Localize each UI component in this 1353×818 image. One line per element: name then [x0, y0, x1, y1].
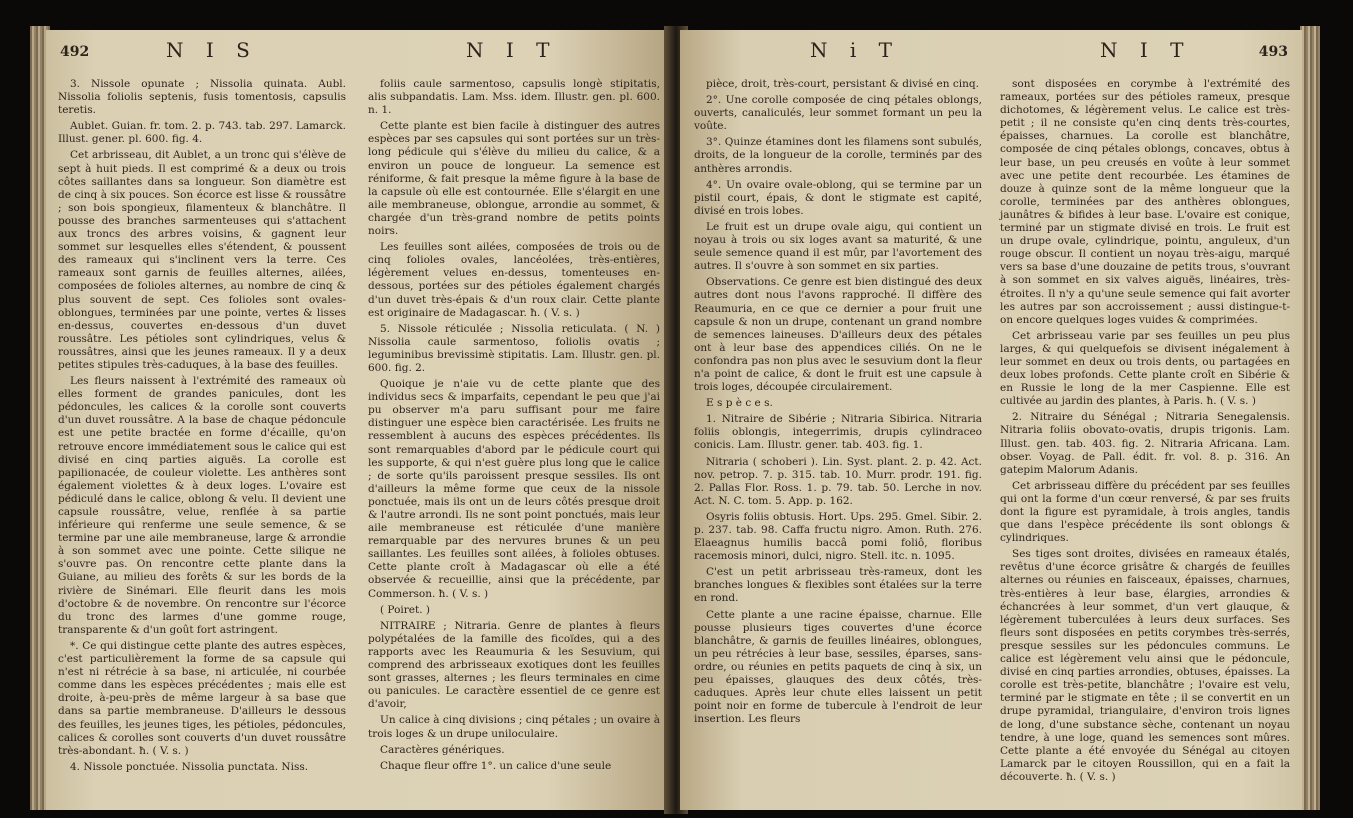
paragraph: 2°. Une corolle composée de cinq pétales oblongs, ouverts, canaliculés, leur sommet formant un peu la voûte.	[694, 94, 982, 133]
right-page-column-2	[1000, 78, 1290, 787]
running-head-left-a: N I S	[166, 38, 258, 62]
paragraph: Quoique je n'aie vu de cette plante que des individus secs & imparfaits, cependant le peu que j'ai pu observer m'a paru suffisant pour me faire distinguer une espèce bien caractérisée. Les fruits ne ressemblent à aucuns des espèces précédentes. Ils sont remarquables d'abord par le pédicule court qui les supporte, & qui n'est guère plus long que le calice ; de sorte qu'ils paroissent presque sessiles. Ils ont d'ailleurs la même forme que ceux de la nissole ponctuée, mais ils ont un de leurs côtés presque droit & l'autre arrondi. Ils ne sont point ponctués, mais leur aile membraneuse est réticulée d'une manière remarquable par des nervures brunes & un peu saillantes. Les feuilles sont ailées, à folioles obtuses. Cette plante croît à Madagascar où elle a été observée & recueillie, ainsi que la précédente, par Commerson. ħ. ( V. s. )	[368, 378, 660, 600]
paragraph: 1. Nitraire de Sibérie ; Nitraria Sibirica. Nitraria foliis oblongis, integerrimis, drupis cylindraceo conicis. Lam. Illustr. gener. tab. 403. fig. 1.	[694, 413, 982, 452]
paragraph: Cette plante est bien facile à distinguer des autres espèces par ses capsules qui sont portées sur un très-long pédicule qui s'élève du milieu du calice, & a environ un pouce de longueur. La semence est réniforme, & fait presque la même figure à la base de la capsule où elle est contournée. Elle s'élargit en une aile membraneuse, oblongue, arrondie au sommet, & chargée d'un très-grand nombre de petits points noirs.	[368, 120, 660, 238]
paragraph: Cet arbrisseau varie par ses feuilles un peu plus larges, & qui quelquefois se divisent inégalement à leur sommet en deux ou trois dents, ou partagées en deux lobes profonds. Cette plante croît en Sibérie & en Russie le long de la mer Caspienne. Elle est cultivée au jardin des plantes, à Paris. ħ. ( V. s. )	[1000, 329, 1290, 408]
paragraph: Caractères génériques.	[380, 743, 505, 756]
left-page-column-2	[368, 78, 660, 776]
paragraph: pièce, droit, très-court, persistant & divisé en cinq.	[706, 78, 979, 90]
running-head-left-b: N I T	[466, 38, 558, 62]
paragraph: *. Ce qui distingue cette plante des autres espèces, c'est particulièrement la forme de sa capsule qui n'est ni rétrécie à sa base, ni articulée, ni courbée comme dans les espèces précédentes ; mais elle est droite, à-peu-près de même largeur à sa base que dans sa partie membraneuse. D'ailleurs le dessous des feuilles, les jeunes tiges, les pétioles, pédoncules, calices & corolles sont couverts d'un duvet roussâtre très-abondant. ħ. ( V. s. )	[58, 639, 346, 757]
left-page	[46, 30, 672, 810]
paragraph: ( Poiret. )	[380, 603, 430, 616]
left-page-column-1	[58, 78, 346, 777]
paragraph: 2. Nitraire du Sénégal ; Nitraria Senegalensis. Nitraria foliis obovato-ovatis, drupis trigonis. Lam. Illust. gen. tab. 403. fig. 2. Nitraria Africana. Lam. obser. Voyag. de Pall. édit. fr. vol. 8. p. 316. An gatepim Malorum Adanis.	[1000, 411, 1290, 476]
paragraph: foliis caule sarmentoso, capsulis longè stipitatis, alis subpandatis. Lam. Mss. idem. Illustr. gen. pl. 600. n. 1.	[368, 78, 660, 117]
book-edge-right	[1300, 26, 1320, 810]
paragraph: Cet arbrisseau diffère du précédent par ses feuilles qui ont la forme d'un cœur renversé, & par ses fruits dont la figure est pyramidale, à trois angles, tandis que dans l'espèce précédente ils sont oblongs & cylindriques.	[1000, 479, 1290, 545]
paragraph: sont disposées en corymbe à l'extrémité des rameaux, portées sur des pétioles rameux, presque dichotomes, & légèrement velus. Le calice est très-petit ; il ne consiste qu'en cinq dents très-courtes, épaisses, charnues. La corolle est blanchâtre, composée de cinq pétales oblongs, concaves, obtus à leur base, un peu creusés en voûte à leur sommet avec une petite dent recourbée. Les étamines de douze à quinze sont de la même longueur que la corolle, terminées par des anthères oblongues, jaunâtres & bifides à leur base. L'ovaire est conique, terminé par un stigmate divisé en trois. Le fruit est un drupe ovale, cylindrique, pointu, anguleux, d'un rouge obscur. Il contient un noyau très-aigu, marqué vers sa base d'une douzaine de petits trous, s'ouvrant à son sommet en six valves aiguës, linéaires, très-étroites. Il n'y a qu'une seule semence qui fait avorter les autres par son accroissement ; aussi distingue-t-on encore quelques loges vuides & comprimées.	[1000, 78, 1290, 326]
paragraph: Les feuilles sont ailées, composées de trois ou de cinq folioles ovales, lancéolées, très-entières, légèrement velues en-dessus, tomenteuses en-dessous, portées sur des pétioles également chargés d'un duvet très-épais & d'un roux clair. Cette plante est originaire de Madagascar. ħ. ( V. s. )	[368, 241, 660, 319]
paragraph: Aublet. Guian. fr. tom. 2. p. 743. tab. 297. Lamarck. Illust. gener. pl. 600. fig. 4.	[58, 120, 346, 146]
paragraph: 4. Nissole ponctuée. Nissolia punctata. Niss.	[70, 760, 309, 773]
paragraph: 5. Nissole réticulée ; Nissolia reticulata. ( N. ) Nissolia caule sarmentoso, foliolis ovatis ; leguminibus brevissimè stipitatis. Lam. Illustr. gen. pl. 600. fig. 2.	[368, 322, 660, 374]
right-page	[680, 30, 1302, 810]
page-number-right: 493	[1258, 44, 1288, 60]
right-page-column-1	[694, 78, 982, 729]
paragraph: 3°. Quinze étamines dont les filamens sont subulés, droits, de la longueur de la corolle, terminés par des anthères arrondis.	[694, 136, 982, 175]
paragraph: Le fruit est un drupe ovale aigu, qui contient un noyau à trois ou six loges avant sa maturité, & une seule semence quand il est mûr, par l'avortement des autres. Il s'ouvre à son sommet en six parties.	[694, 220, 982, 273]
paragraph: Chaque fleur offre 1°. un calice d'une seule	[380, 759, 612, 772]
paragraph: Cet arbrisseau, dit Aublet, a un tronc qui s'élève de sept à huit pieds. Il est comprimé & a deux ou trois côtes saillantes dans sa longueur. Son diamètre est de cinq à six pouces. Son écorce est lisse & roussâtre ; son bois spongieux, filamenteux & blanchâtre. Il pousse des branches sarmenteuses qui s'attachent aux troncs des arbres voisins, & gagnent leur sommet sur lesquelles elles s'étendent, & poussent des rameaux qui s'inclinent vers la terre. Ces rameaux sont garnis de feuilles alternes, ailées, composées de folioles alternes, au nombre de cinq & plus souvent de sept. Ces folioles sont ovales-oblongues, terminées par une pointe, vertes & lisses en-dessus, couvertes en-dessous d'un duvet roussâtre. Les pétioles sont cylindriques, velus & roussâtres, ainsi que les jeunes rameaux. Il y a deux petites stipules très-caduques, à la base des feuilles.	[58, 149, 346, 371]
paragraph: Osyris foliis obtusis. Hort. Ups. 295. Gmel. Sibir. 2. p. 237. tab. 98. Caffa fructu nigro. Amon. Ruth. 276. Elaeagnus humilis baccâ pomi foliô, floribus racemosis minori, dulci, nigro. Stell. itc. n. 1095.	[694, 510, 982, 563]
page-number-left: 492	[60, 44, 90, 60]
paragraph: Les fleurs naissent à l'extrémité des rameaux où elles forment de grandes panicules, dont les pédoncules, les calices & la corolle sont couverts d'un duvet roussâtre. A la base de chaque pédoncule est une petite bractée en forme d'écaille, qu'on retrouve encore immédiatement sous le calice qui est divisé en cinq parties aiguës. La corolle est papilionacée, de couleur violette. Les anthères sont également violettes & à deux loges. L'ovaire est pédiculé dans le calice, oblong & velu. Il devient une capsule roussâtre, velue, renflée à sa partie inférieure qui renferme une seule semence, & se termine par une aile membraneuse, large & arrondie à son sommet avec une pointe. Cette silique ne s'ouvre pas. On rencontre cette plante dans la Guiane, au milieu des forêts & sur les bords de la rivière de Sinémari. Elle fleurit dans les mois d'octobre & de novembre. On rencontre sur l'écorce du tronc des larmes d'une gomme rouge, transparente & d'un goût fort astringent.	[58, 375, 346, 636]
paragraph: Ses tiges sont droites, divisées en rameaux étalés, revêtus d'une écorce grisâtre & chargés de feuilles alternes ou réunies en faisceaux, épaisses, charnues, très-entières à leur base, élargies, arrondies & échancrées à leur sommet, d'un vert glauque, & légèrement tuberculées à leurs deux surfaces. Ses fleurs sont disposées en petits corymbes très-serrés, presque sessiles sur les pédoncules communs. Le calice est légèrement velu ainsi que le pédoncule, divisé en cinq parties arrondies, obtuses, épaisses. La corolle est très-petite, blanchâtre ; l'ovaire est velu, terminé par le stigmate en tête ; il se convertit en un drupe pyramidal, triangulaire, d'environ trois lignes de long, d'une substance sèche, contenant un noyau tendre, à une loge, quand les semences sont mûres. Cette plante a été envoyée du Sénégal au citoyen Lamarck par le citoyen Roussillon, qui en a fait la découverte. ħ. ( V. s. )	[1000, 548, 1290, 783]
running-head-right-b: N I T	[1100, 38, 1192, 62]
paragraph: 4°. Un ovaire ovale-oblong, qui se termine par un pistil court, épais, & dont le stigmate est capité, divisé en trois lobes.	[694, 178, 982, 217]
paragraph: NITRAIRE ; Nitraria. Genre de plantes à fleurs polypétalées de la famille des ficoïdes, qui a des rapports avec les Reaumuria & les Sesuvium, qui comprend des arbrisseaux exotiques dont les feuilles sont grasses, alternes ; les fleurs terminales en cime ou panicules. Le caractère essentiel de ce genre est d'avoir,	[368, 619, 660, 711]
paragraph: Observations. Ce genre est bien distingué des deux autres dont nous l'avons rapproché. Il diffère des Reaumuria, en ce que ce dernier a pour fruit une capsule & non un drupe, contenant un grand nombre de semences laineuses. D'ailleurs deux des pétales ont à leur base des appendices ciliés. On ne le confondra pas non plus avec le sesuvium dont la fleur n'a point de calice, & dont le fruit est une capsule à trois loges, découpée circulairement.	[694, 276, 982, 394]
paragraph: 3. Nissole opunate ; Nissolia quinata. Aubl. Nissolia foliolis septenis, fusis tomentosis, capsulis teretis.	[58, 78, 346, 117]
paragraph: Un calice à cinq divisions ; cinq pétales ; un ovaire à trois loges & un drupe uniloculaire.	[368, 714, 660, 740]
paragraph: Nitraria ( schoberi ). Lin. Syst. plant. 2. p. 42. Act. nov. petrop. 7. p. 315. tab. 10. Murr. prodr. 191. fig. 2. Pallas Flor. Ross. 1. p. 79. tab. 50. Lerche in nov. Act. N. C. tom. 5. App. p. 162.	[694, 455, 982, 507]
paragraph: C'est un petit arbrisseau très-rameux, dont les branches longues & flexibles sont étalées sur la terre en rond.	[694, 566, 982, 605]
running-head-right-a: N i T	[810, 38, 900, 62]
paragraph: Cette plante a une racine épaisse, charnue. Elle pousse plusieurs tiges couvertes d'une écorce blanchâtre, & garnis de feuilles linéaires, oblongues, un peu rétrécies à leur base, sessiles, éparses, sans-ordre, ou réunies en petits paquets de cinq à six, un peu épaisses, glauques des deux côtés, très-caduques. Après leur chute elles laissent un petit point noir en forme de tubercule à l'endroit de leur insertion. Les fleurs	[694, 608, 982, 726]
paragraph: E s p è c e s.	[706, 397, 773, 410]
